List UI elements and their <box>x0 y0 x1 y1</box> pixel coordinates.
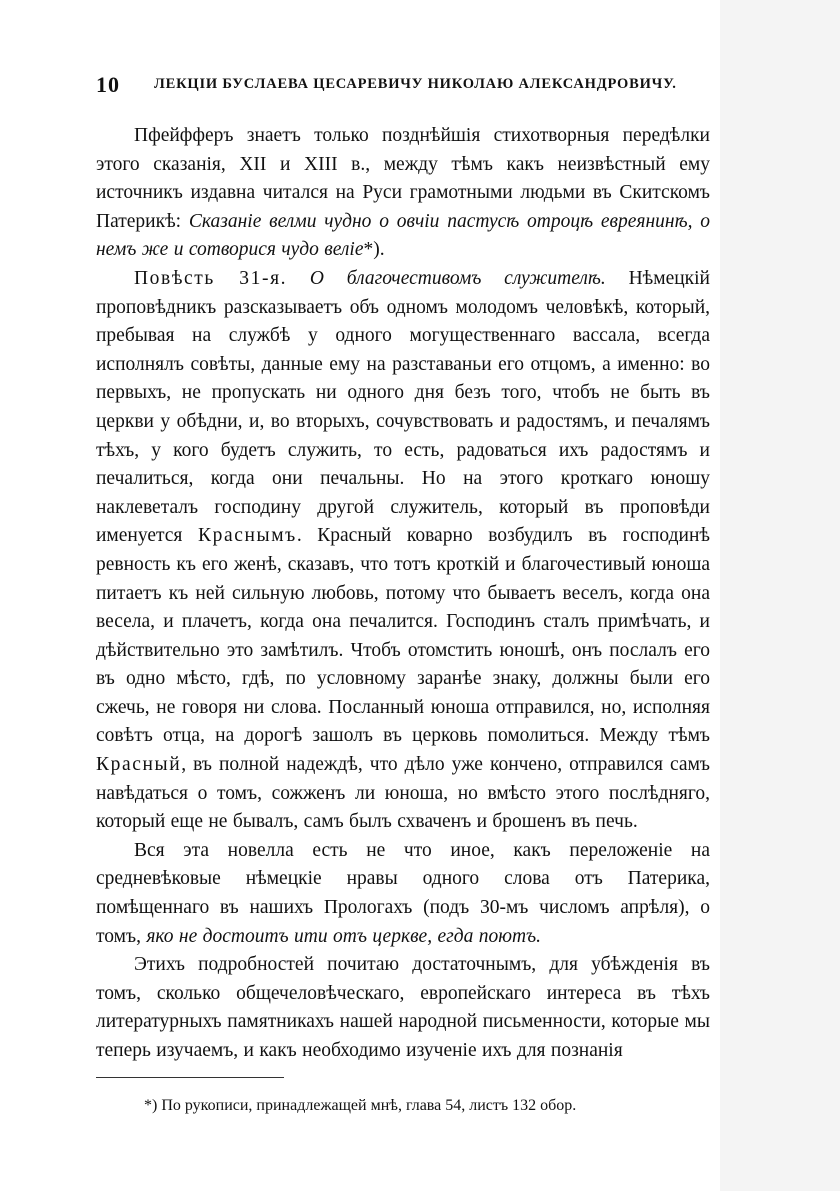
paragraph-4-text: Этихъ подробностей почитаю достаточнымъ, для убѣжденія въ томъ, сколько общечеловѣческаго, европейскаго интереса въ тѣхъ литературныхъ памятникахъ нашей народной письменности, которые мы теперь изучаемъ, и какъ необходимо изученіе ихъ для познанія <box>96 954 710 1061</box>
paragraph-2-space <box>287 268 310 289</box>
paragraph-3 <box>96 837 710 951</box>
paragraph-3-italic-quote: яко не достоитъ ити отъ церкве, егда поютъ. <box>146 925 542 947</box>
paragraph-2 <box>96 265 710 837</box>
paragraph-1 <box>96 122 710 265</box>
footnote: *) По рукописи, принадлежащей мнѣ, глава 54, листъ 132 обор. <box>144 1097 577 1114</box>
name-krasnym: Краснымъ <box>197 525 297 547</box>
paragraph-2-text-a: Нѣмецкій проповѣдникъ разсказываетъ объ одномъ молодомъ человѣкѣ, который, пребывая на службѣ у одного могущественнаго вассала, всегда исполнялъ совѣты, данные ему на разставаньи его отцомъ, а именно: во первыхъ, не пропускать ни одного дня безъ того, чтобъ не быть въ церкви у обѣдни, и, во вторыхъ, сочувствовать и радостямъ, и печалямъ тѣхъ, у кого будетъ служить, то есть, радоваться ихъ радостямъ и печалиться, когда они печальны. Но на этого кроткаго юношу наклеветалъ господину другой служитель, который въ проповѣди именуется <box>96 267 710 547</box>
running-title: ЛЕКЦІИ БУСЛАЕВА ЦЕСАРЕВИЧУ НИКОЛАЮ АЛЕКСАНДРОВИЧУ. <box>154 76 677 92</box>
paragraph-2-text-b: . Красный коварно возбудилъ въ господинѣ ревность къ его женѣ, сказавъ, что тотъ кроткій и благочестивый юноша питаетъ къ ней сильную любовь, потому что бываетъ веселъ, когда она весела, и плачетъ, когда она печалится. Господинъ сталъ примѣчать, и дѣйствительно это замѣтилъ. Чтобъ отомстить юношѣ, онъ послалъ его въ одно мѣсто, гдѣ, по условному заранѣе знаку, должны были его сжечь, не говоря ни слова. Посланный юноша отправился, но, исполняя совѣтъ отца, на дорогѣ зашолъ въ церковь помолиться. Между тѣмъ <box>96 525 710 747</box>
footnote-divider <box>96 1077 284 1078</box>
paragraph-1-italic-title: Сказаніе велми чудно о овчіи пастусѣ отроцѣ евреянинѣ, о немъ же и сотворися чудо веліе <box>96 210 710 261</box>
paragraph-2-text-c: , въ полной надеждѣ, что дѣло уже кончено, отправился самъ навѣдаться о томъ, сожженъ ли юноша, но вмѣсто этого послѣдняго, который еще не бывалъ, самъ былъ схваченъ и брошенъ въ печь. <box>96 754 710 833</box>
paragraph-3-text: Вся эта новелла есть не что иное, какъ переложеніе на средневѣковые нѣмецкіе нравы одного слова отъ Патерика, помѣщеннаго въ нашихъ Прологахъ (подъ 30-мъ числомъ апрѣля), о томъ, <box>96 839 710 947</box>
paragraph-1-text: Пфейфферъ знаетъ только позднѣйшія стихотворныя передѣлки этого сказанія, XII и XIII в., между тѣмъ какъ неизвѣстный ему источникъ издавна читался на Руси грамотными людьми въ Скитскомъ Патерикѣ: <box>96 125 710 232</box>
name-krasny: Красный <box>96 754 182 776</box>
footnote-reference: *). <box>363 239 385 261</box>
running-header <box>96 72 716 100</box>
story-number: Повѣсть 31-я. <box>134 267 288 289</box>
page-edge-shading <box>720 0 840 1191</box>
story-title: О благочестивомъ служителѣ. <box>309 267 606 289</box>
page-number: 10 <box>96 72 120 97</box>
paragraph-4 <box>96 951 710 1065</box>
body-text <box>96 122 710 1066</box>
